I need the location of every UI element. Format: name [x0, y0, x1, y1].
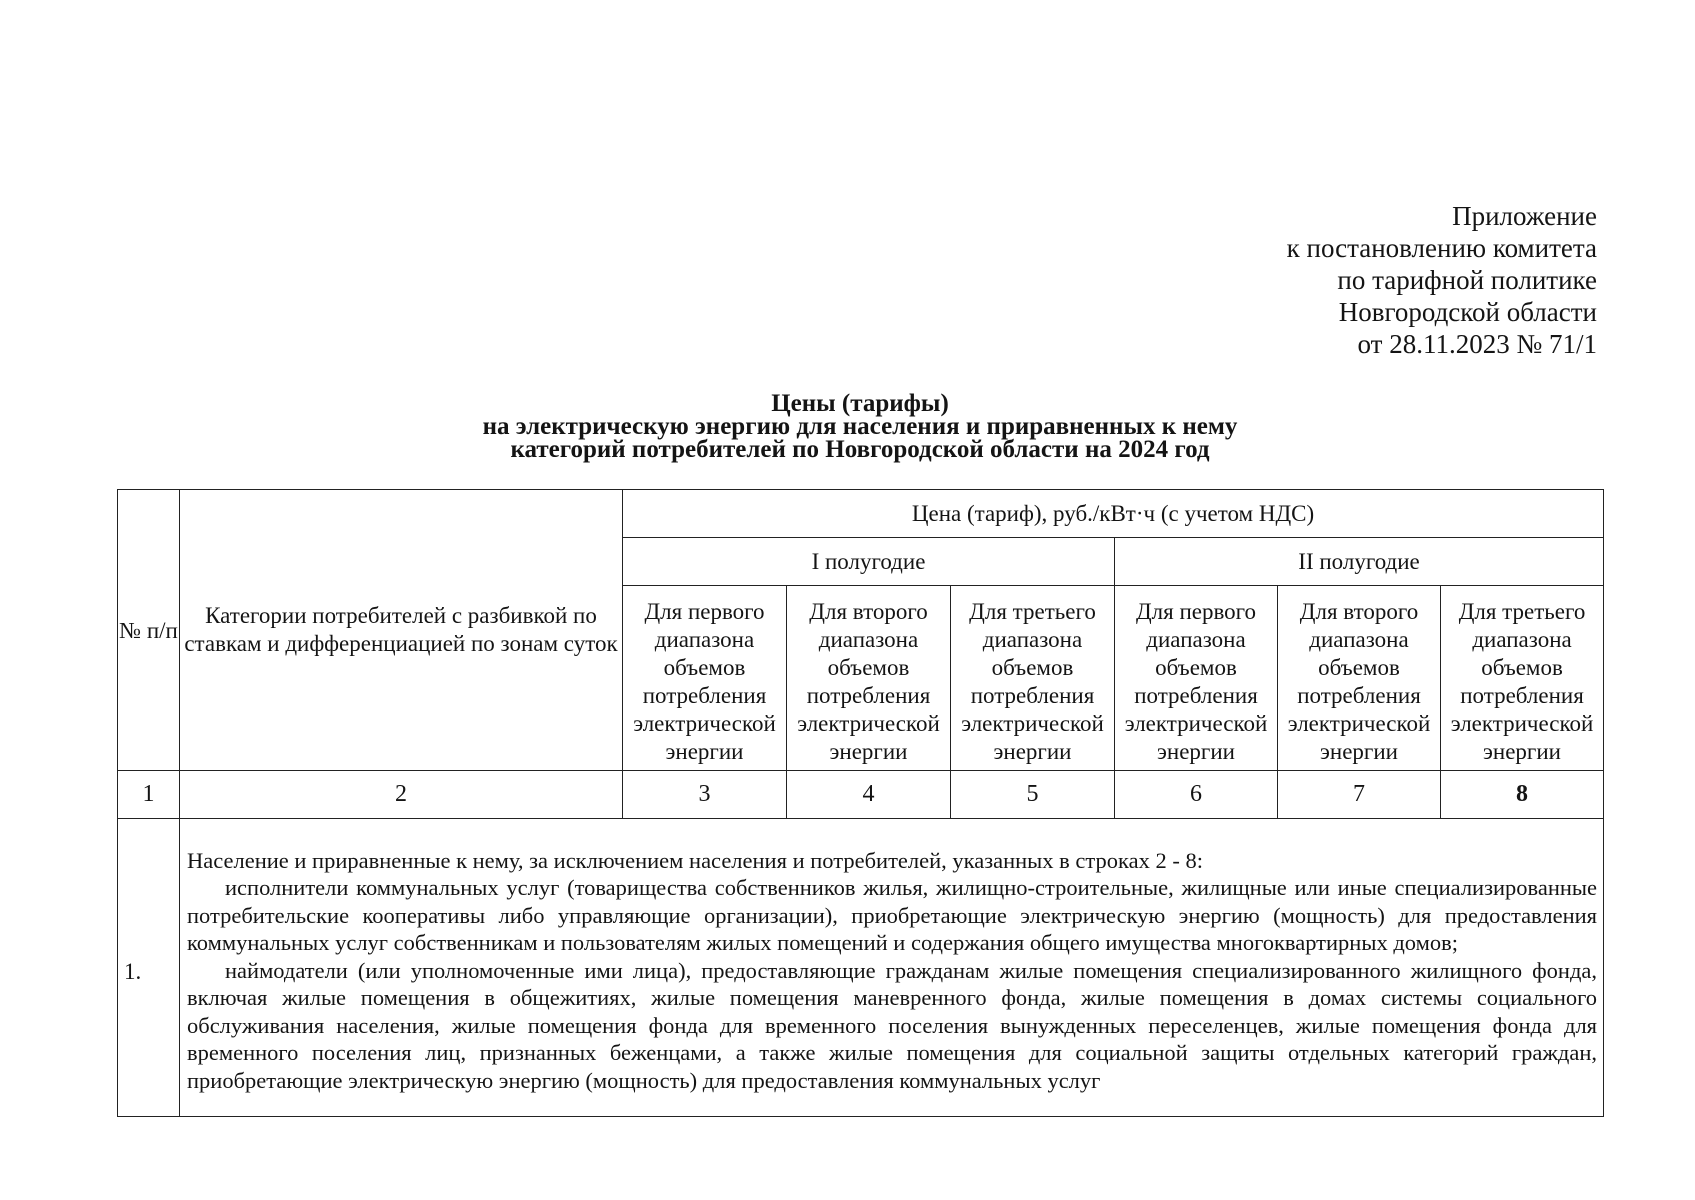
- column-number: 1: [118, 771, 180, 819]
- column-number: 2: [180, 771, 623, 819]
- column-number: 3: [623, 771, 787, 819]
- row-paragraph: исполнители коммунальных услуг (товарищества собственников жилья, жилищно-строительные, жилищные или иные специализированные потребительские кооперативы либо управляющие организации), приобретающие электрическую энергию (мощность) для предоставления коммунальных услуг собственникам и пользователям жилых помещений и содержания общего имущества многоквартирных домов;: [187, 875, 1598, 956]
- row-paragraph: наймодатели (или уполномоченные ими лица), предоставляющие гражданам жилые помещения специализированного жилищного фонда, включая жилые помещения в общежитиях, жилые помещения маневренного фонда, жилые помещения в домах системы социального обслуживания населения, жилые помещения фонда для временного поселения вынужденных переселенцев, жилые помещения фонда для временного поселения лиц, признанных беженцами, а также жилые помещения для социальной защиты отдельных категорий граждан, приобретающие электрическую энергию (мощность) для предоставления коммунальных услуг: [187, 957, 1598, 1093]
- title-line-3: категорий потребителей по Новгородской области на 2024 год: [510, 436, 1210, 463]
- title-line-1: Цены (тарифы): [771, 390, 949, 417]
- document-title: [117, 392, 1603, 461]
- header-price: Цена (тариф), руб./кВт·ч (с учетом НДС): [623, 490, 1604, 538]
- header-range-1-half-2: Для первого диапазона объемов потребления электрической энергии: [1115, 586, 1278, 771]
- header-range-1: Для первого диапазона объемов потребления электрической энергии: [623, 586, 787, 771]
- appendix-line: Приложение: [1452, 201, 1597, 231]
- title-line-2: на электрическую энергию для населения и приравненных к нему: [482, 413, 1238, 440]
- header-range-2-half-2: Для второго диапазона объемов потребления электрической энергии: [1278, 586, 1441, 771]
- header-range-3: Для третьего диапазона объемов потребления электрической энергии: [951, 586, 1115, 771]
- column-number: 7: [1278, 771, 1441, 819]
- table-row: [118, 819, 1604, 1117]
- header-row-number: № п/п: [118, 490, 180, 771]
- row-number: 1.: [118, 819, 180, 1117]
- column-number: 4: [787, 771, 951, 819]
- header-range-2: Для второго диапазона объемов потребления электрической энергии: [787, 586, 951, 771]
- header-category: Категории потребителей с разбивкой по ставкам и дифференциацией по зонам суток: [180, 490, 623, 771]
- appendix-line: Новгородской области: [1338, 297, 1597, 327]
- appendix-line: от 28.11.2023 № 71/1: [1357, 329, 1597, 359]
- column-number: 5: [951, 771, 1115, 819]
- tariff-table: [117, 489, 1604, 1117]
- header-range-3-half-2: Для третьего диапазона объемов потребления электрической энергии: [1441, 586, 1604, 771]
- row-paragraph: Население и приравненные к нему, за исключением населения и потребителей, указанных в строках 2 - 8:: [187, 847, 1203, 873]
- header-half-1: I полугодие: [623, 538, 1115, 586]
- column-number: 8: [1441, 771, 1604, 819]
- header-half-2: II полугодие: [1115, 538, 1604, 586]
- row-description: [180, 819, 1604, 1117]
- column-number: 6: [1115, 771, 1278, 819]
- appendix-line: по тарифной политике: [1337, 265, 1597, 295]
- appendix-block: [1287, 200, 1597, 360]
- appendix-line: к постановлению комитета: [1286, 233, 1597, 263]
